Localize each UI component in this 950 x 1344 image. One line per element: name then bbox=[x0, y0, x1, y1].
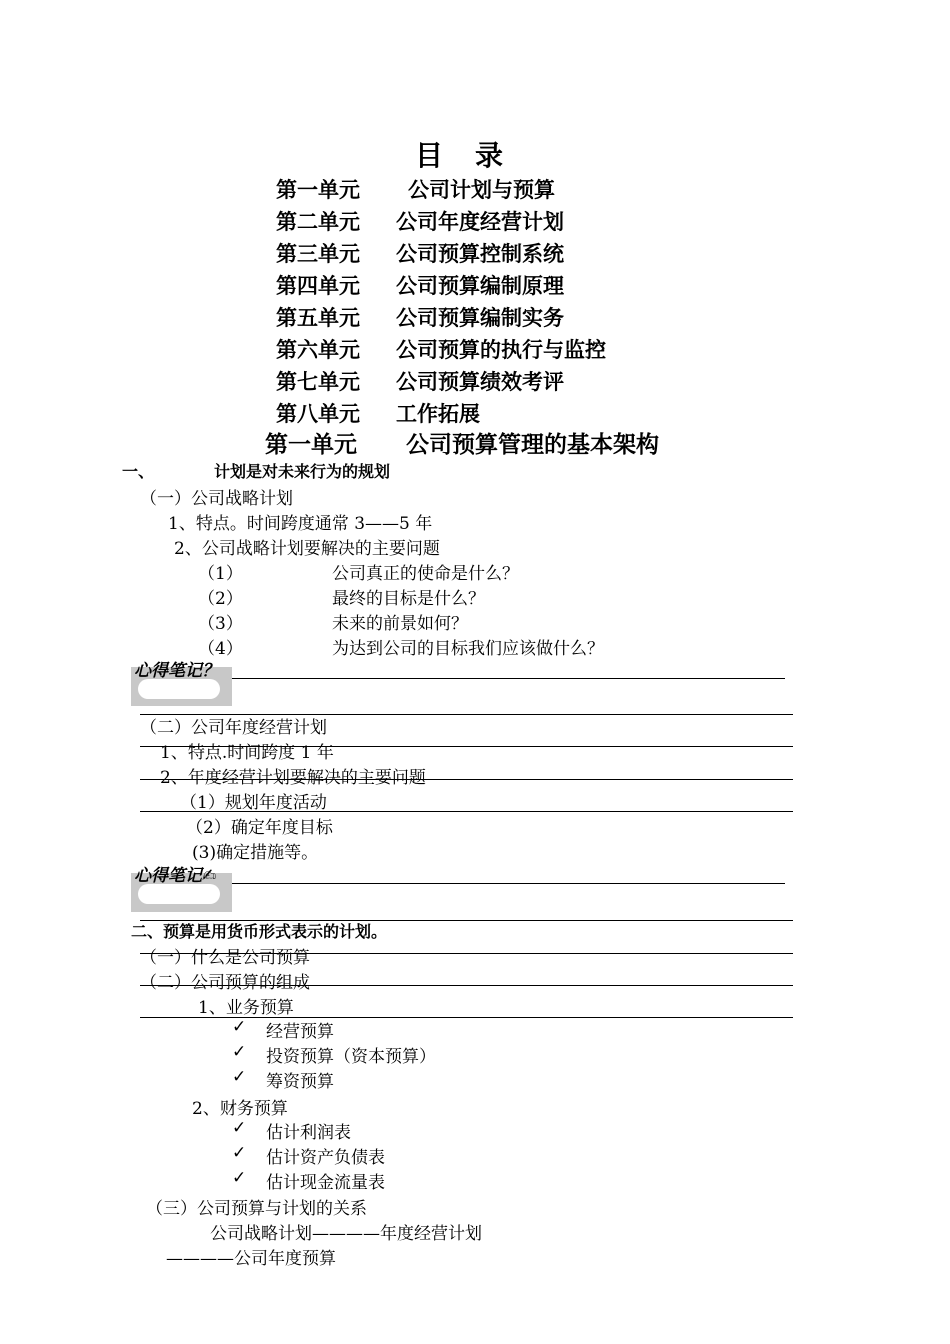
note-line bbox=[232, 678, 785, 679]
page-title: 目 录 bbox=[415, 139, 506, 172]
toc-unit: 第二单元 bbox=[276, 210, 360, 234]
toc-name: 公司预算编制实务 bbox=[396, 306, 564, 330]
toc-name: 公司年度经营计划 bbox=[396, 210, 564, 234]
question-text: 为达到公司的目标我们应该做什么？ bbox=[332, 639, 604, 659]
subsection-heading: （二）公司预算的组成 bbox=[140, 973, 310, 993]
list-item: （1）规划年度活动 bbox=[180, 793, 327, 813]
toc-name: 公司计划与预算 bbox=[408, 178, 555, 202]
notes-label: 心得笔记✍ bbox=[134, 866, 217, 886]
toc-name: 工作拓展 bbox=[396, 402, 480, 426]
toc-unit: 第四单元 bbox=[276, 274, 360, 298]
subsection-heading: （一）什么是公司预算 bbox=[140, 948, 310, 968]
list-item: 估计利润表 bbox=[266, 1123, 351, 1143]
subsection-heading: （三）公司预算与计划的关系 bbox=[146, 1199, 367, 1219]
check-icon: ✓ bbox=[232, 1143, 247, 1163]
question-number: （2） bbox=[198, 589, 243, 609]
toc-unit: 第八单元 bbox=[276, 402, 360, 426]
list-item: 1、特点.时间跨度 1 年 bbox=[160, 743, 334, 763]
check-icon: ✓ bbox=[232, 1118, 247, 1138]
notes-badge-pill bbox=[138, 884, 220, 904]
list-item: 投资预算（资本预算） bbox=[266, 1047, 436, 1067]
list-item: 2、年度经营计划要解决的主要问题 bbox=[160, 768, 426, 788]
list-item: 1、业务预算 bbox=[198, 998, 294, 1018]
note-line bbox=[232, 883, 785, 884]
unit-heading-number: 第一单元 bbox=[265, 432, 357, 458]
check-icon: ✓ bbox=[232, 1042, 247, 1062]
section-title: 计划是对未来行为的规划 bbox=[214, 462, 391, 481]
question-text: 未来的前景如何？ bbox=[332, 614, 468, 634]
toc-name: 公司预算的执行与监控 bbox=[396, 338, 606, 362]
toc-unit: 第一单元 bbox=[276, 178, 360, 202]
relation-line: 公司战略计划————年度经营计划 bbox=[210, 1224, 482, 1244]
toc-unit: 第七单元 bbox=[276, 370, 360, 394]
question-number: （1） bbox=[198, 564, 243, 584]
list-item: 估计现金流量表 bbox=[266, 1173, 385, 1193]
check-icon: ✓ bbox=[232, 1168, 247, 1188]
list-item: (3)确定措施等。 bbox=[192, 843, 319, 863]
check-icon: ✓ bbox=[232, 1067, 247, 1087]
unit-heading-title: 公司预算管理的基本架构 bbox=[406, 432, 659, 458]
notes-badge-pill bbox=[138, 679, 220, 699]
toc-unit: 第五单元 bbox=[276, 306, 360, 330]
list-item: （2）确定年度目标 bbox=[186, 818, 333, 838]
question-text: 公司真正的使命是什么？ bbox=[332, 564, 519, 584]
check-icon: ✓ bbox=[232, 1017, 247, 1037]
list-item: 2、财务预算 bbox=[192, 1099, 288, 1119]
relation-line: ————公司年度预算 bbox=[166, 1249, 336, 1269]
notes-label: 心得笔记？ bbox=[134, 661, 219, 681]
question-number: （3） bbox=[198, 614, 243, 634]
list-item: 2、公司战略计划要解决的主要问题 bbox=[174, 539, 440, 559]
subsection-heading: （一）公司战略计划 bbox=[140, 489, 293, 509]
list-item: 1、特点。时间跨度通常 3——5 年 bbox=[168, 514, 433, 534]
toc-unit: 第六单元 bbox=[276, 338, 360, 362]
toc-name: 公司预算编制原理 bbox=[396, 274, 564, 298]
section-title: 二、预算是用货币形式表示的计划。 bbox=[131, 922, 388, 941]
question-text: 最终的目标是什么？ bbox=[332, 589, 485, 609]
list-item: 筹资预算 bbox=[266, 1072, 334, 1092]
subsection-heading: （二）公司年度经营计划 bbox=[140, 718, 327, 738]
list-item: 估计资产负债表 bbox=[266, 1148, 385, 1168]
toc-unit: 第三单元 bbox=[276, 242, 360, 266]
toc-name: 公司预算绩效考评 bbox=[396, 370, 564, 394]
list-item: 经营预算 bbox=[266, 1022, 334, 1042]
section-number: 一、 bbox=[122, 462, 155, 481]
toc-name: 公司预算控制系统 bbox=[396, 242, 564, 266]
question-number: （4） bbox=[198, 639, 243, 659]
